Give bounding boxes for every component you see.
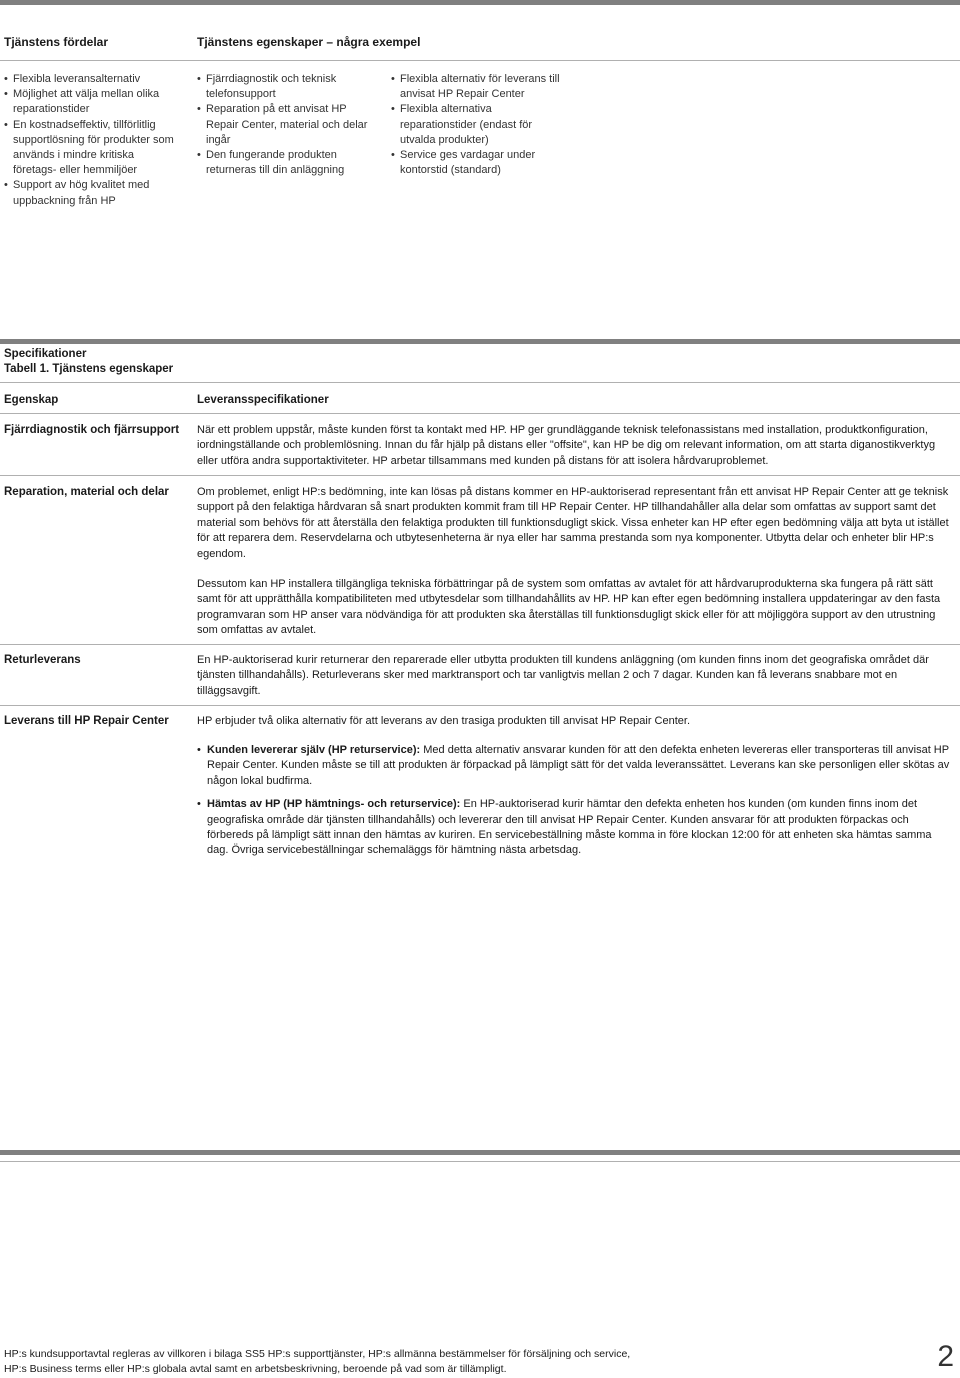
list-item: • Fjärrdiagnostik och teknisk telefonsupport: [197, 72, 372, 102]
benefits-list: [4, 72, 174, 209]
benefits-header: Tjänstens fördelar: [4, 35, 109, 49]
row-text-reparation-extra: Dessutom kan HP installera tillgängliga tekniska förbättringar på de system som omfattas av avtalet för att hårdvaruprodukterna ska fungera på rätt sätt samt för att upprätthålla kompatibiliteten med utbytesdelar som tillhandahållits av HP. HP kan efter egen bedömning installera uppdateringar av den fasta programvaran som HP anser vara nödvändiga för att produkten ska återställas till funktionsdugligt skick eller för att möjliggöra support av den utrustning som omfattas av avtalet.: [197, 578, 941, 637]
row-label-returleverans: Returleverans: [4, 654, 81, 666]
row-text-leverans-repair-center: HP erbjuder två olika alternativ för att leverans av den trasiga produkten till anvisat HP Repair Center.: [197, 715, 691, 727]
row-text-fjarrdiagnostik: När ett problem uppstår, måste kunden först ta kontakt med HP. HP ger grundläggande teknisk telefonassistans med installation, produktkonfiguration, iordningställande och problemlösning. Innan du får hjälp på distans eller "offsite", kan HP be dig om relevant information, om att starta diganostikverktyg eller utföra andra supportaktiviteter. HP arbetar tillsammans med kunden på distans för att isolera hårdvaruproblemet.: [197, 424, 936, 467]
row-label-leverans-repair-center: Leverans till HP Repair Center: [4, 715, 169, 727]
top-rule: [0, 0, 960, 5]
list-item: • Reparation på ett anvisat HP Repair Center, material och delar ingår: [197, 102, 372, 148]
bottom-thin-rule: [0, 1161, 960, 1162]
table-divider: [0, 644, 960, 645]
list-item: • En kostnadseffektiv, tillförlitlig supportlösning för produkter som används i mindre kritiska företags- eller hemmiljöer: [4, 118, 174, 179]
list-item: • Support av hög kvalitet med uppbackning från HP: [4, 178, 174, 208]
list-item: • Möjlighet att välja mellan olika reparationstider: [4, 87, 174, 117]
features-header: Tjänstens egenskaper – några exempel: [197, 35, 421, 49]
row-text-returleverans: En HP-auktoriserad kurir returnerar den reparerade eller utbytta produkten till kundens anläggning (om kunden finns inom det geografiska området där tjänsten tillhandahålls). Returleverans sker med marktransport och tar vanligtvis mellan 2 och 7 dagar. Kunden kan få leverans snabbare mot en tilläggsavgift.: [197, 654, 929, 697]
bottom-rule: [0, 1150, 960, 1155]
features-list: [197, 72, 372, 178]
page-number: 2: [937, 1340, 954, 1373]
list-item: • Den fungerande produkten returneras till din anläggning: [197, 148, 372, 178]
row-text-reparation: Om problemet, enligt HP:s bedömning, inte kan lösas på distans kommer en HP-auktoriserad representant från ett anvisat HP Repair Center att ge teknisk support på den felaktiga hårdvaran så snart produkten kommit fram till HP Repair Center. HP tillhandahåller alla delar som omfattas av support samt det material som behövs för att återställa den felaktiga produkten till funktionsdugligt skick. Vissa enheter kan HP efter egen bedömning välja att byta ut istället för att reparera dem. Reservdelarna och utbytesenheterna är nya eller har samma prestanda som nya komponenter. Utbytta delar och enheter blir HP:s egendom.: [197, 486, 949, 560]
list-item: • Kunden levererar själv (HP returservice): Med detta alternativ ansvarar kunden för att den defekta enheten levereras eller transporteras till anvisat HP Repair Center. Kunden måste se till att produkten är förpackad på lämpligt sätt för det valda leveranssättet. Leverans kan ske personligen eller skötas av någon lokal budfirma.: [197, 743, 952, 789]
table-divider: [0, 475, 960, 476]
table-divider: [0, 413, 960, 414]
list-item: • Hämtas av HP (HP hämtnings- och returservice): En HP-auktoriserad kurir hämtar den defekta enheten hos kunden (om kunden finns inom det geografiska område där tjänsten tillhandahålls) och levererar den till anvisat HP Repair Center. Kunden ansvarar för att produkten förpackas och förbereds på lämpligt sätt innan den hämtas av kuriren. En servicebeställning måste komma in före klockan 12:00 för att enheten ska hämtas samma dag. Övriga servicebeställningar schemaläggs för hämtning nästa arbetsdag.: [197, 797, 952, 859]
table-divider: [0, 705, 960, 706]
spec-rule: [0, 339, 960, 344]
table-divider: [0, 382, 960, 383]
delivery-options-list: [197, 743, 952, 867]
footer-note: HP:s kundsupportavtal regleras av villkoren i bilaga SS5 HP:s supporttjänster, HP:s allmänna bestämmelser för försäljning och service, HP:s Business terms eller HP:s globala avtal samt en arbetsbeskrivning, beroende på vad som är tillämpligt.: [4, 1348, 631, 1375]
spec-title: Specifikationer Tabell 1. Tjänstens egenskaper: [4, 348, 174, 375]
column-header-leverans: Leveransspecifikationer: [197, 394, 329, 406]
list-item: • Flexibla alternativ för leverans till anvisat HP Repair Center: [391, 72, 566, 102]
table-title: Tabell 1. Tjänstens egenskaper: [4, 363, 174, 375]
options-list: [391, 72, 566, 178]
header-divider: [0, 60, 960, 61]
list-item: • Flexibla leveransalternativ: [4, 72, 174, 87]
row-label-fjarrdiagnostik: Fjärrdiagnostik och fjärrsupport: [4, 424, 180, 436]
column-header-egenskap: Egenskap: [4, 394, 59, 406]
list-item: • Flexibla alternativa reparationstider (endast för utvalda produkter): [391, 102, 566, 148]
list-item: • Service ges vardagar under kontorstid (standard): [391, 148, 566, 178]
row-label-reparation: Reparation, material och delar: [4, 486, 169, 498]
